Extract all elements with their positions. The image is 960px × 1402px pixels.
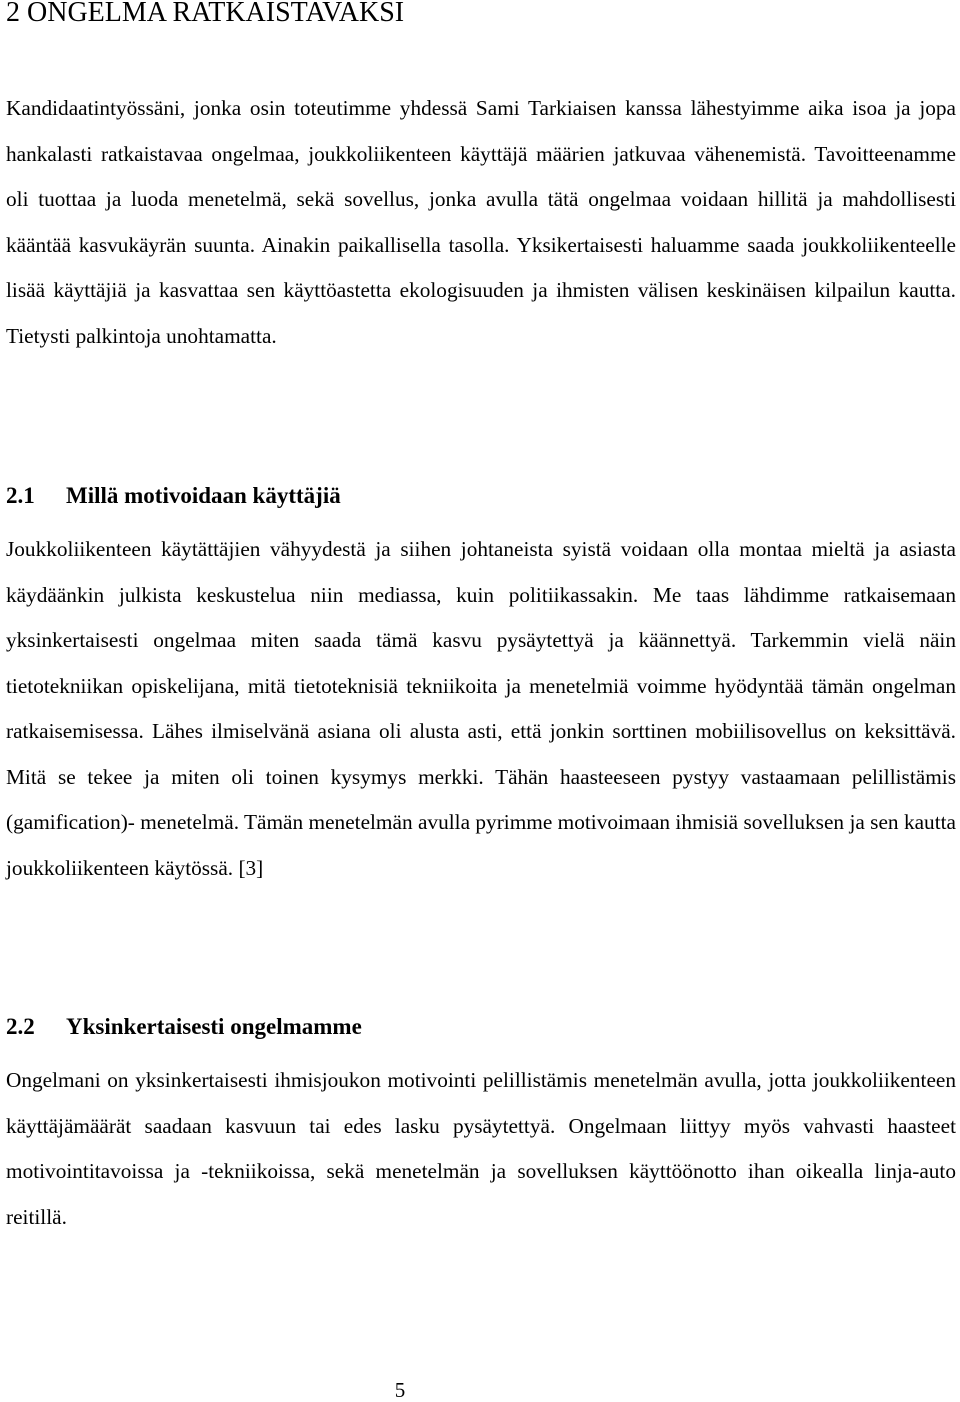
section-number: 2.1 — [6, 483, 35, 508]
section-heading-2-1 — [6, 481, 341, 511]
chapter-intro-paragraph: Kandidaatintyössäni, jonka osin toteutimme yhdessä Sami Tarkiaisen kanssa lähestyimme aika isoa ja jopa hankalasti ratkaistavaa ongelmaa, joukkoliikenteen käyttäjä määrien jatkuvaa vähenemistä. Tavoitteenamme oli tuottaa ja luoda menetelmä, sekä sovellus, jonka avulla tätä ongelmaa voidaan hillitä ja mahdollisesti kääntää kasvukäyrän suunta. Ainakin paikallisella tasolla. Yksikertaisesti haluamme saada joukkoliikenteelle lisää käyttäjiä ja kasvattaa sen käyttöastetta ekologisuuden ja ihmisten välisen keskinäisen kilpailun kautta. Tietysti palkintoja unohtamatta. — [6, 96, 956, 348]
chapter-title: ONGELMA RATKAISTAVAKSI — [27, 0, 405, 28]
section-2-1-paragraph: Joukkoliikenteen käytättäjien vähyydestä ja siihen johtaneista syistä voidaan olla montaa mieltä ja asiasta käydäänkin julkista keskustelua niin mediassa, kuin politiikassakin. Me taas lähdimme ratkaisemaan yksinkertaisesti ongelmaa miten saada tämä kasvu pysäytettyä ja käännettyä. Tarkemmin vielä näin tietotekniikan opiskelijana, mitä tietoteknisiä tekniikoita ja menetelmiä voimme hyödyntää tämän ongelman ratkaisemisessa. Lähes ilmiselvänä asiana oli alusta asti, että jonkin sorttinen mobiilisovellus on keksittävä. Mitä se tekee ja miten oli toinen kysymys merkki. Tähän haasteeseen pystyy vastaamaan pelillistämis (gamification)- menetelmä. Tämän menetelmän avulla pyrimme motivoimaan ihmisiä sovelluksen ja sen kautta joukkoliikenteen käytössä. [3] — [6, 537, 956, 880]
section-heading-2-2 — [6, 1012, 362, 1042]
page-number: 5 — [394, 1378, 406, 1402]
chapter-heading — [6, 0, 404, 35]
section-2-2-paragraph: Ongelmani on yksinkertaisesti ihmisjoukon motivointi pelillistämis menetelmän avulla, jotta joukkoliikenteen käyttäjämäärät saadaan kasvuun tai edes lasku pysäytettyä. Ongelmaan liittyy myös vahvasti haasteet motivointitavoissa ja -tekniikoissa, sekä menetelmän ja sovelluksen käyttöönotto ihan oikealla linja-auto reitillä. — [6, 1068, 956, 1229]
section-title: Millä motivoidaan käyttäjiä — [66, 483, 341, 508]
section-title: Yksinkertaisesti ongelmamme — [66, 1014, 362, 1039]
section-number: 2.2 — [6, 1014, 35, 1039]
chapter-number: 2 — [6, 0, 20, 28]
